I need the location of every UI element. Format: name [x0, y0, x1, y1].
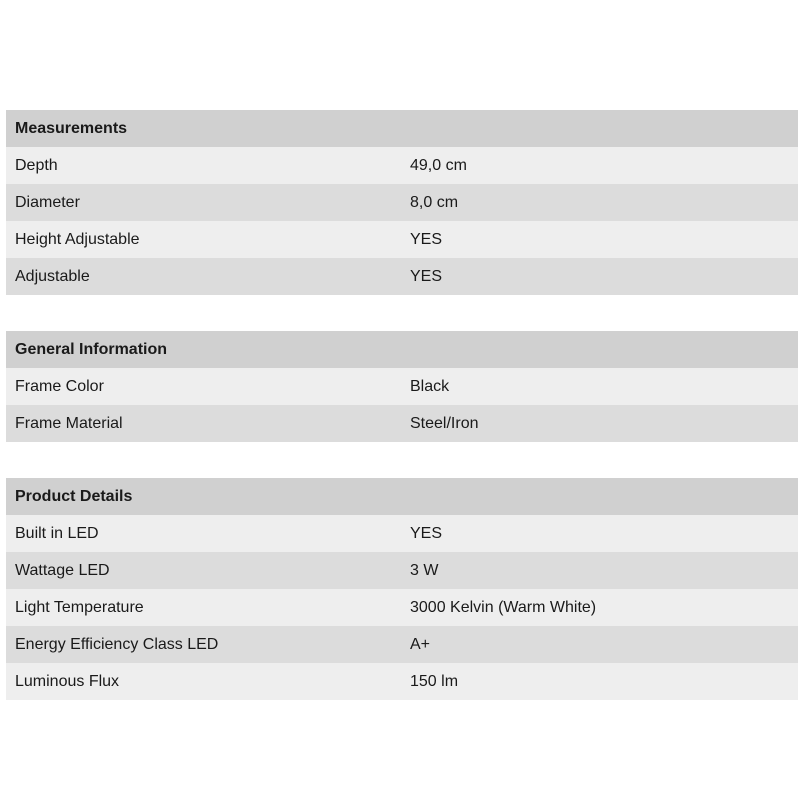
- spec-value: YES: [405, 258, 798, 295]
- spec-label: Height Adjustable: [6, 221, 405, 258]
- spec-table: [6, 110, 798, 295]
- spec-value: YES: [405, 515, 798, 552]
- spec-value: YES: [405, 221, 798, 258]
- spec-label: Adjustable: [6, 258, 405, 295]
- spec-value: 150 lm: [405, 663, 798, 700]
- spec-label: Diameter: [6, 184, 405, 221]
- spec-value: Steel/Iron: [405, 405, 798, 442]
- table-row: [6, 258, 798, 295]
- table-row: [6, 589, 798, 626]
- table-row: [6, 626, 798, 663]
- spec-label: Frame Color: [6, 368, 405, 405]
- spec-label: Built in LED: [6, 515, 405, 552]
- table-row: [6, 221, 798, 258]
- spec-table: [6, 331, 798, 442]
- spec-label: Wattage LED: [6, 552, 405, 589]
- spec-table: [6, 478, 798, 700]
- spec-label: Depth: [6, 147, 405, 184]
- table-row: [6, 405, 798, 442]
- spec-value: 3000 Kelvin (Warm White): [405, 589, 798, 626]
- section-general-information: [6, 331, 798, 442]
- table-row: [6, 663, 798, 700]
- table-row: [6, 147, 798, 184]
- spec-value: A+: [405, 626, 798, 663]
- section-title: Product Details: [6, 478, 798, 515]
- table-row: [6, 552, 798, 589]
- spec-label: Light Temperature: [6, 589, 405, 626]
- spec-value: Black: [405, 368, 798, 405]
- spec-value: 49,0 cm: [405, 147, 798, 184]
- table-row: [6, 368, 798, 405]
- spec-label: Luminous Flux: [6, 663, 405, 700]
- spec-value: 8,0 cm: [405, 184, 798, 221]
- section-measurements: [6, 110, 798, 295]
- spec-sheet: [6, 110, 798, 736]
- spec-value: 3 W: [405, 552, 798, 589]
- section-product-details: [6, 478, 798, 700]
- table-row: [6, 515, 798, 552]
- spec-label: Frame Material: [6, 405, 405, 442]
- section-title: General Information: [6, 331, 798, 368]
- table-row: [6, 184, 798, 221]
- spec-label: Energy Efficiency Class LED: [6, 626, 405, 663]
- section-title: Measurements: [6, 110, 798, 147]
